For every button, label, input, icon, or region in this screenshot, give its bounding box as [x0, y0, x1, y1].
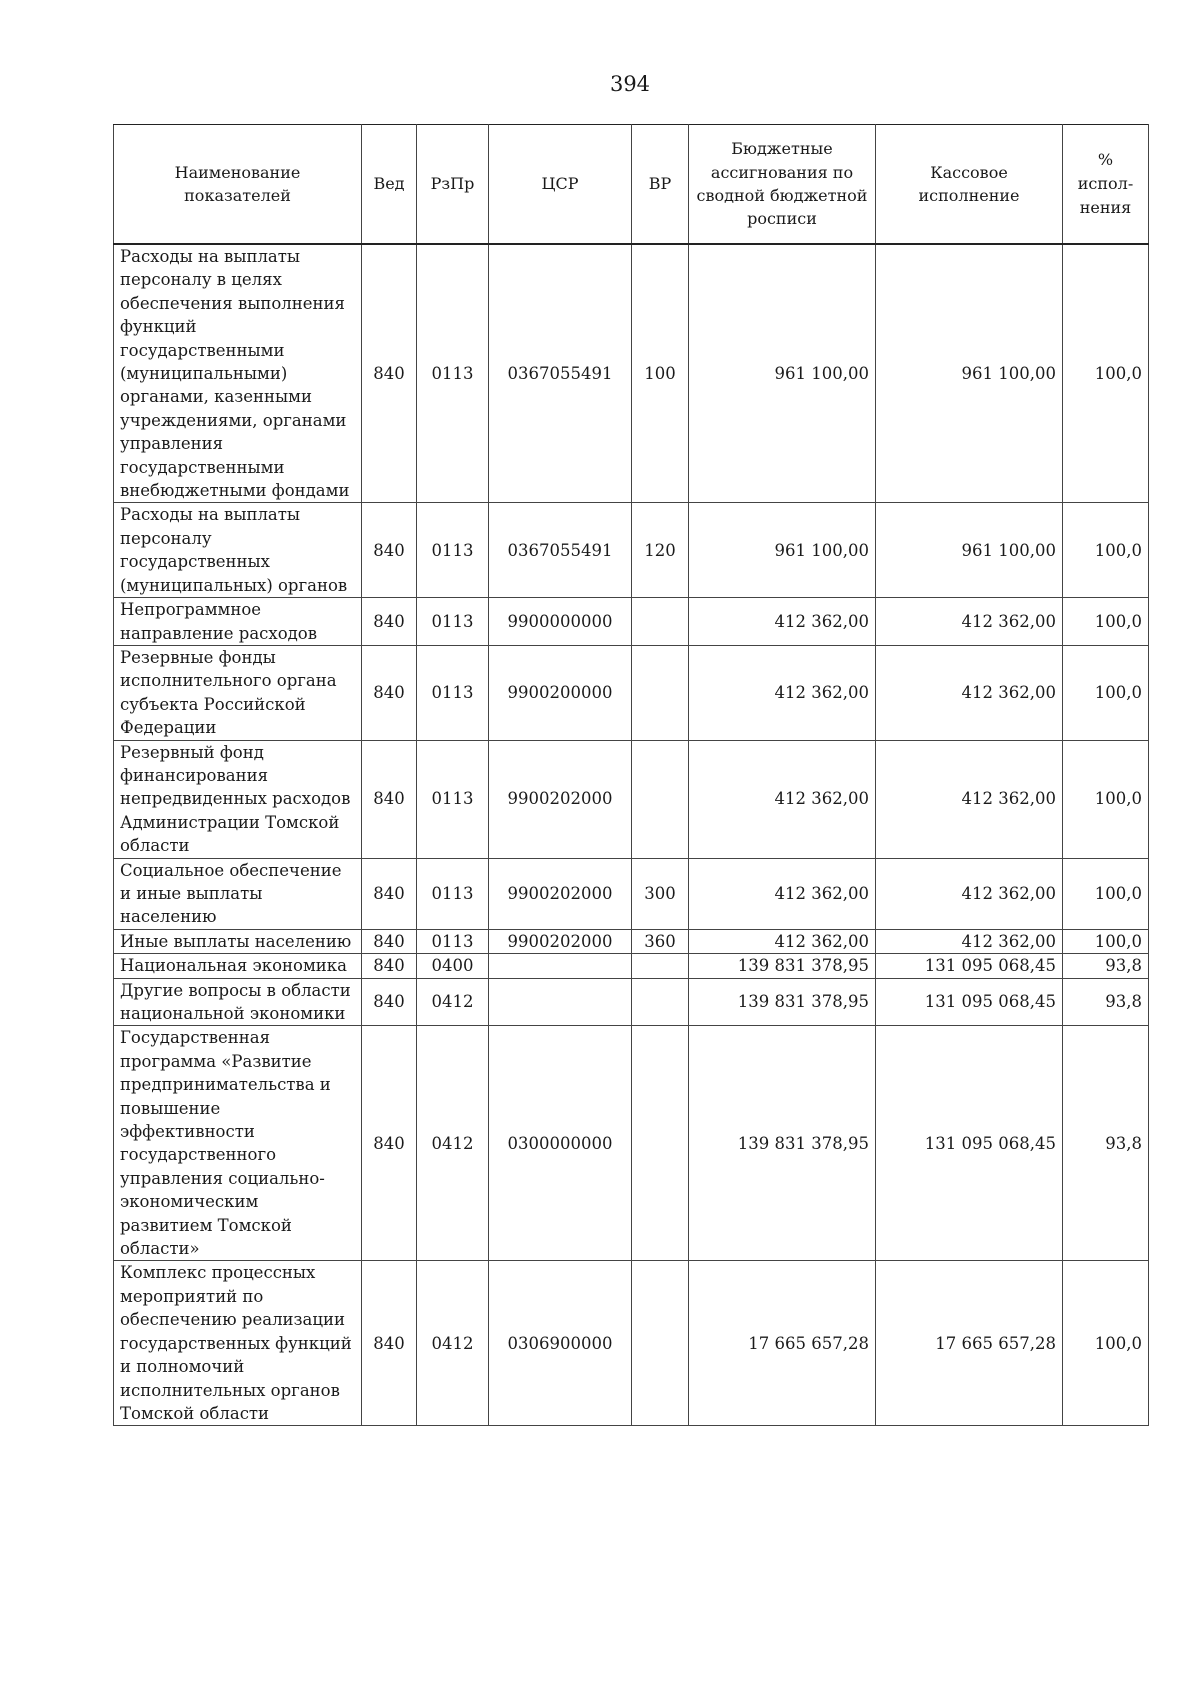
header-vr: ВР	[632, 125, 689, 245]
cell-name: Резервный фонд финансирования непредвиденных расходов Администрации Томской области	[114, 740, 362, 858]
cell-csr: 9900202000	[489, 858, 632, 929]
cell-name: Резервные фонды исполнительного органа субъекта Российской Федерации	[114, 645, 362, 740]
cell-ved: 840	[362, 929, 417, 953]
cell-name: Комплекс процессных мероприятий по обеспечению реализации государственных функций и полномочий исполнительных органов Томской области	[114, 1261, 362, 1426]
table-row	[114, 598, 1149, 646]
cell-fact: 961 100,00	[876, 503, 1063, 598]
cell-pct: 93,8	[1063, 1026, 1149, 1261]
cell-ved: 840	[362, 858, 417, 929]
cell-name: Иные выплаты населению	[114, 929, 362, 953]
cell-pct: 100,0	[1063, 858, 1149, 929]
table-row	[114, 645, 1149, 740]
cell-vr	[632, 978, 689, 1026]
cell-ved: 840	[362, 954, 417, 978]
cell-ved: 840	[362, 1261, 417, 1426]
cell-vr	[632, 1261, 689, 1426]
cell-plan: 139 831 378,95	[689, 1026, 876, 1261]
budget-execution-table	[113, 124, 1149, 1426]
cell-vr	[632, 740, 689, 858]
cell-pct: 93,8	[1063, 978, 1149, 1026]
table-row	[114, 929, 1149, 953]
table-header	[114, 125, 1149, 245]
cell-name: Социальное обеспечение и иные выплаты населению	[114, 858, 362, 929]
table-row	[114, 978, 1149, 1026]
cell-csr: 0367055491	[489, 244, 632, 503]
table-row	[114, 503, 1149, 598]
cell-vr	[632, 598, 689, 646]
header-ved: Вед	[362, 125, 417, 245]
cell-vr	[632, 645, 689, 740]
table-body	[114, 244, 1149, 1426]
table-row	[114, 858, 1149, 929]
cell-pct: 100,0	[1063, 740, 1149, 858]
cell-fact: 17 665 657,28	[876, 1261, 1063, 1426]
cell-rzpr: 0113	[417, 645, 489, 740]
cell-pct: 93,8	[1063, 954, 1149, 978]
cell-csr: 9900202000	[489, 740, 632, 858]
cell-fact: 412 362,00	[876, 929, 1063, 953]
cell-rzpr: 0412	[417, 978, 489, 1026]
cell-fact: 412 362,00	[876, 645, 1063, 740]
cell-name: Расходы на выплаты персоналу государственных (муниципальных) органов	[114, 503, 362, 598]
cell-pct: 100,0	[1063, 598, 1149, 646]
cell-plan: 412 362,00	[689, 598, 876, 646]
cell-ved: 840	[362, 244, 417, 503]
header-csr: ЦСР	[489, 125, 632, 245]
cell-plan: 961 100,00	[689, 503, 876, 598]
cell-rzpr: 0113	[417, 858, 489, 929]
cell-ved: 840	[362, 645, 417, 740]
cell-rzpr: 0113	[417, 598, 489, 646]
cell-csr: 0306900000	[489, 1261, 632, 1426]
table-row	[114, 1261, 1149, 1426]
table-row	[114, 1026, 1149, 1261]
header-pct: % испол-нения	[1063, 125, 1149, 245]
table-row	[114, 954, 1149, 978]
cell-vr: 100	[632, 244, 689, 503]
cell-name: Другие вопросы в области национальной экономики	[114, 978, 362, 1026]
cell-plan: 139 831 378,95	[689, 954, 876, 978]
cell-rzpr: 0113	[417, 740, 489, 858]
cell-pct: 100,0	[1063, 929, 1149, 953]
cell-fact: 131 095 068,45	[876, 978, 1063, 1026]
header-fact: Кассовое исполнение	[876, 125, 1063, 245]
cell-plan: 139 831 378,95	[689, 978, 876, 1026]
cell-ved: 840	[362, 740, 417, 858]
cell-fact: 961 100,00	[876, 244, 1063, 503]
table-row	[114, 244, 1149, 503]
cell-csr: 0367055491	[489, 503, 632, 598]
cell-fact: 412 362,00	[876, 740, 1063, 858]
cell-pct: 100,0	[1063, 244, 1149, 503]
cell-ved: 840	[362, 598, 417, 646]
cell-plan: 412 362,00	[689, 645, 876, 740]
cell-vr: 360	[632, 929, 689, 953]
cell-vr	[632, 954, 689, 978]
cell-fact: 131 095 068,45	[876, 1026, 1063, 1261]
cell-rzpr: 0113	[417, 503, 489, 598]
header-row	[114, 125, 1149, 245]
cell-name: Непрограммное направление расходов	[114, 598, 362, 646]
cell-csr: 9900000000	[489, 598, 632, 646]
cell-pct: 100,0	[1063, 503, 1149, 598]
cell-csr: 9900200000	[489, 645, 632, 740]
header-name: Наименование показателей	[114, 125, 362, 245]
cell-plan: 412 362,00	[689, 740, 876, 858]
cell-name: Национальная экономика	[114, 954, 362, 978]
cell-rzpr: 0412	[417, 1261, 489, 1426]
cell-ved: 840	[362, 978, 417, 1026]
cell-csr	[489, 954, 632, 978]
cell-name: Расходы на выплаты персоналу в целях обеспечения выполнения функций государственными (муниципальными) органами, казенными учреждениями, органами управления государственными внебюджетными фондами	[114, 244, 362, 503]
cell-plan: 412 362,00	[689, 858, 876, 929]
header-plan: Бюджетные ассигнования по сводной бюджетной росписи	[689, 125, 876, 245]
cell-ved: 840	[362, 503, 417, 598]
cell-pct: 100,0	[1063, 645, 1149, 740]
cell-rzpr: 0113	[417, 929, 489, 953]
table-row	[114, 740, 1149, 858]
cell-csr: 0300000000	[489, 1026, 632, 1261]
page-number: 394	[609, 72, 651, 96]
header-rzpr: РзПр	[417, 125, 489, 245]
cell-name: Государственная программа «Развитие предпринимательства и повышение эффективности государственного управления социально-экономическим развитием Томской области»	[114, 1026, 362, 1261]
cell-plan: 961 100,00	[689, 244, 876, 503]
cell-ved: 840	[362, 1026, 417, 1261]
cell-plan: 412 362,00	[689, 929, 876, 953]
cell-vr: 300	[632, 858, 689, 929]
cell-fact: 131 095 068,45	[876, 954, 1063, 978]
cell-fact: 412 362,00	[876, 858, 1063, 929]
cell-csr	[489, 978, 632, 1026]
cell-plan: 17 665 657,28	[689, 1261, 876, 1426]
cell-fact: 412 362,00	[876, 598, 1063, 646]
cell-vr	[632, 1026, 689, 1261]
cell-csr: 9900202000	[489, 929, 632, 953]
cell-pct: 100,0	[1063, 1261, 1149, 1426]
cell-rzpr: 0412	[417, 1026, 489, 1261]
cell-vr: 120	[632, 503, 689, 598]
cell-rzpr: 0113	[417, 244, 489, 503]
cell-rzpr: 0400	[417, 954, 489, 978]
